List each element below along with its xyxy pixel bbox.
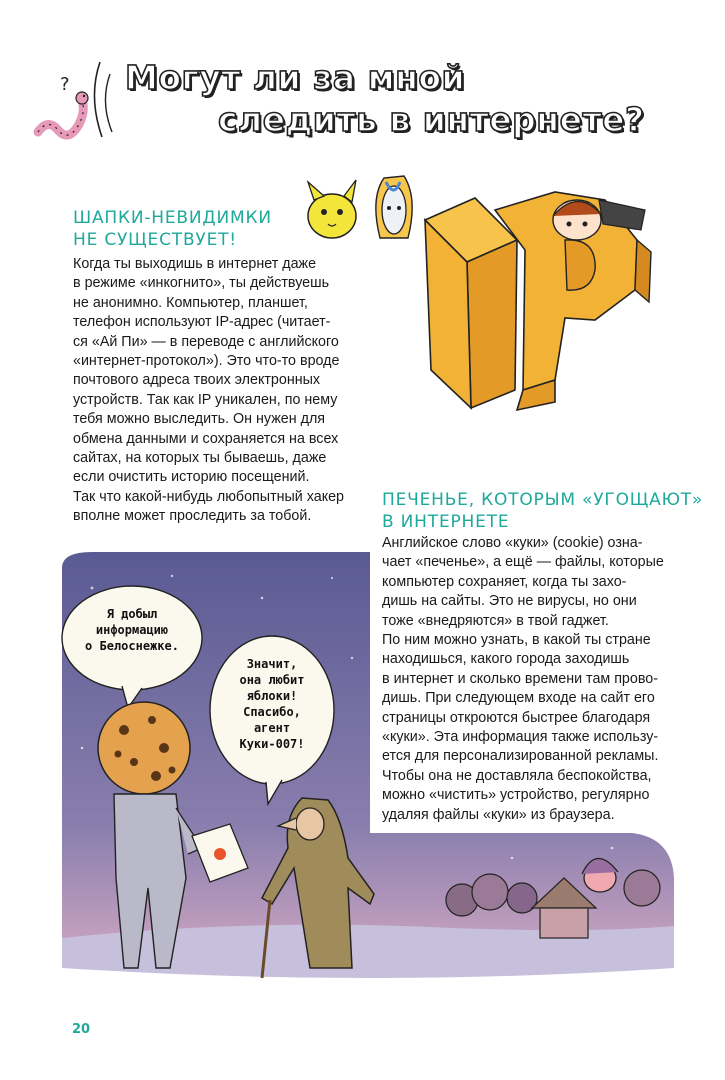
- page-title-line2: следить в интернете?: [218, 100, 645, 139]
- speech-bubble-2-text: Значит, она любит яблоки! Спасибо, агент Куки-007!: [239, 657, 305, 751]
- speech-bubble-1-text: Я добыл информацию о Белоснежке.: [85, 607, 179, 653]
- page-number: 20: [72, 1022, 91, 1037]
- ip-letters-illustration: [405, 180, 675, 420]
- worm-illustration: [30, 52, 120, 147]
- section2-body: Английское слово «куки» (cookie) озна- чает «печенье», а ещё — файлы, которые компьютер сохраняет, когда ты захо- дишь на сайты. Это не вирусы, но они тоже «внедряются» в твой гаджет. По ним можно узнать, в какой ты стране находишься, какого города заходишь в интернет и сколько времени там прово- дишь. При следующем входе на сайт его страницы откроются быстрее благодаря «куки». Эта информация также использу- ется для персонализированной рекламы. Чтобы она не доставляла беспокойства, можно «чистить» устройство, регулярно удаляя файлы «куки» из браузера.: [382, 535, 664, 823]
- svg-text:?: ?: [60, 74, 70, 95]
- page-title-line1: Могут ли за мной: [125, 58, 466, 97]
- section1-body: Когда ты выходишь в интернет даже в режиме «инкогнито», ты действуешь не анонимно. Компьютер, планшет, телефон используют IP-адрес (читает- ся «Ай Пи» — в переводе с английского «интернет-протокол»). Это что-то вроде почтового адреса твоих электронных устройств. Так как IP уникален, по нему тебя можно выследить. Он нужен для обмена данными и сохраняется на всех сайтах, на которых ты бываешь, даже если очистить историю посещений. Так что какой-нибудь любопытный хакер вполне может проследить за тобой.: [73, 256, 345, 525]
- cookie-head: [98, 702, 190, 794]
- section2-heading: ПЕЧЕНЬЕ, КОТОРЫМ «УГОЩАЮТ» В ИНТЕРНЕТЕ: [382, 490, 704, 532]
- section1-heading: ШАПКИ-НЕВИДИМКИ НЕ СУЩЕСТВУЕТ!: [73, 208, 272, 250]
